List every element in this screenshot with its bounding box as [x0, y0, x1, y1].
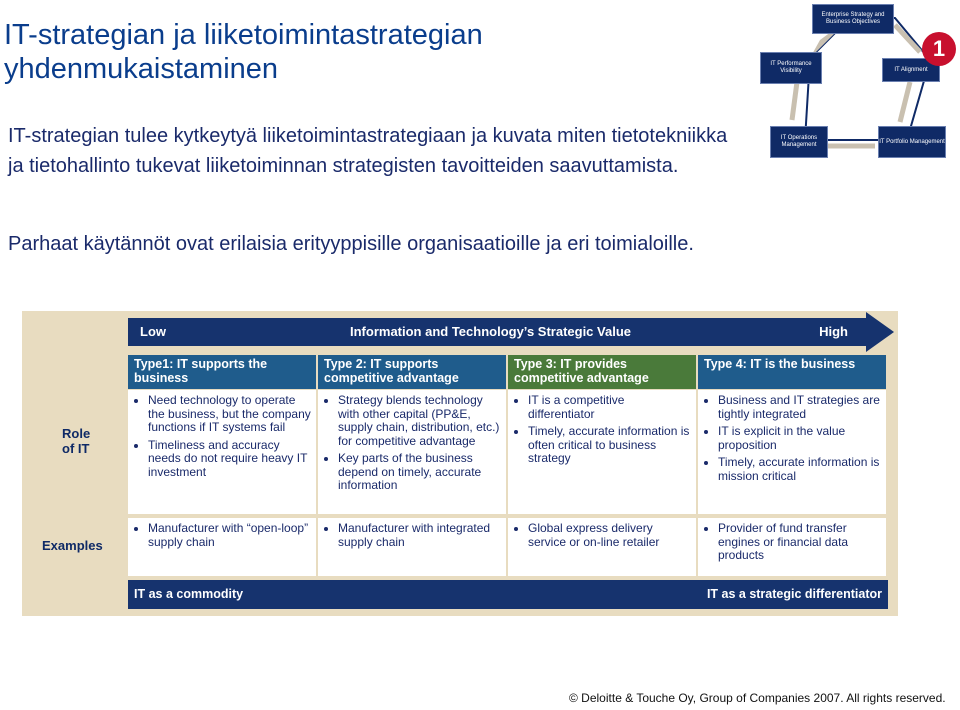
example-list [324, 522, 502, 549]
role-item: • Timely, accurate information is often critical to business strategy [528, 425, 692, 466]
example-cell-type-3 [508, 518, 696, 576]
bar-left-label: IT as a commodity [134, 587, 244, 601]
cycle-it-alignment: IT Alignment [882, 58, 940, 82]
column-head-type-4: Type 4: IT is the business [698, 355, 886, 389]
role-item: • Strategy blends technology with other capital (PP&E, supply chain, distribution, etc.) for competitive advantage [338, 394, 502, 448]
example-item: • Provider of fund transfer engines or financial data products [718, 522, 882, 563]
example-cell-type-1 [128, 518, 316, 576]
example-item: • Global express delivery service or on-line retailer [528, 522, 692, 549]
role-list [324, 394, 502, 493]
role-list [134, 394, 312, 479]
role-item: • Timely, accurate information is mission critical [718, 456, 882, 483]
example-cell-type-2 [318, 518, 506, 576]
role-cell-type-4 [698, 390, 886, 514]
arrow-low-label: Low [140, 324, 166, 339]
cycle-performance-visibility: IT Performance Visibility [760, 52, 822, 84]
arrow-left [792, 82, 797, 120]
slide-number-badge: 1 [922, 32, 956, 66]
example-list [704, 522, 882, 563]
role-item: • Need technology to operate the business, but the company functions if IT systems fail [148, 394, 312, 435]
example-item: • Manufacturer with “open-loop” supply chain [148, 522, 312, 549]
intro-text: IT-strategian tulee kytkeytyä liiketoimintastrategiaan ja kuvata miten tietotekniikka ja tietohallinto tukevat liiketoiminnan strategisten tavoitteiden saavuttamista. [8, 125, 728, 177]
title-line-2: yhdenmukaistaminen [4, 53, 279, 85]
column-head-type-2: Type 2: IT supports competitive advantage [318, 355, 506, 389]
role-list [514, 394, 692, 466]
cycle-portfolio-management: IT Portfolio Management [878, 126, 946, 158]
arrow-high-label: High [819, 324, 848, 339]
page-title [4, 18, 483, 86]
role-item: • Business and IT strategies are tightly integrated [718, 394, 882, 421]
role-item: • Timeliness and accuracy needs do not require heavy IT investment [148, 439, 312, 480]
row-label-role: Role of IT [62, 426, 91, 456]
example-list [134, 522, 312, 549]
example-cell-type-4 [698, 518, 886, 576]
cycle-enterprise-strategy: Enterprise Strategy and Business Objectives [812, 4, 894, 34]
row-label-examples: Examples [42, 538, 103, 553]
role-cell-type-1 [128, 390, 316, 514]
role-item: • IT is explicit in the value proposition [718, 425, 882, 452]
example-item: • Manufacturer with integrated supply chain [338, 522, 502, 549]
arrow-top-right [895, 25, 920, 52]
example-list [514, 522, 692, 549]
arrow-right [900, 82, 910, 122]
role-list [704, 394, 882, 483]
bar-right-label: IT as a strategic differentiator [706, 587, 882, 601]
commodity-differentiator-bar [128, 580, 888, 609]
copyright-notice: © Deloitte & Touche Oy, Group of Companies 2007. All rights reserved. [569, 691, 946, 705]
title-line-1: IT-strategian ja liiketoimintastrategian [4, 19, 483, 51]
it-governance-cycle [760, 0, 960, 160]
arrow-head-icon [866, 312, 894, 352]
cycle-operations-management: IT Operations Management [770, 126, 828, 158]
role-item: • Key parts of the business depend on timely, accurate information [338, 452, 502, 493]
arrow-title: Information and Technology’s Strategic Value [350, 324, 631, 339]
strategic-value-arrow [128, 318, 868, 346]
column-head-type-1: Type1: IT supports the business [128, 355, 316, 389]
best-practice-text: Parhaat käytännöt ovat erilaisia erityyppisille organisaatioille ja eri toimialoille. [8, 233, 694, 255]
role-item: • IT is a competitive differentiator [528, 394, 692, 421]
role-cell-type-3 [508, 390, 696, 514]
role-cell-type-2 [318, 390, 506, 514]
column-head-type-3: Type 3: IT provides competitive advantage [508, 355, 696, 389]
